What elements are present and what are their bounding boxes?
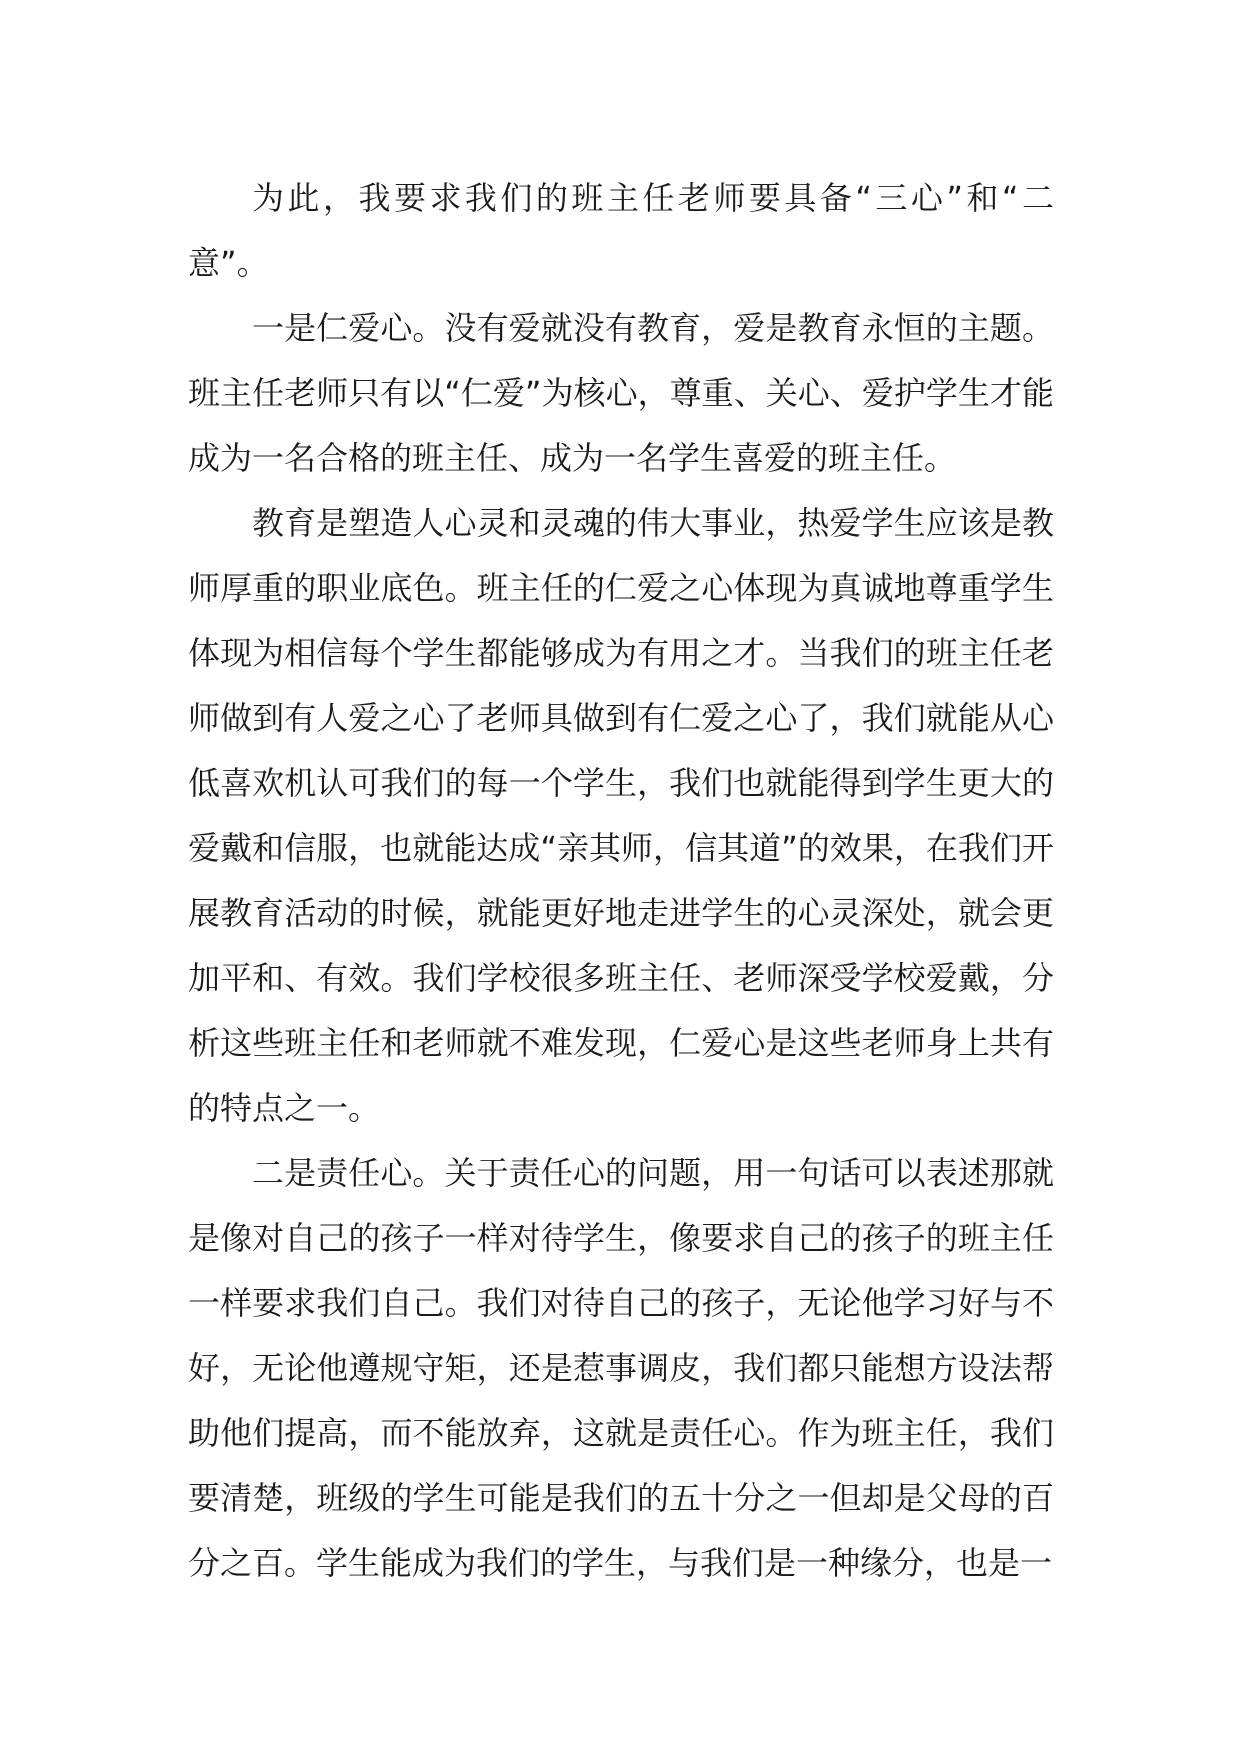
- paragraph-intro: 为此，我要求我们的班主任老师要具备“三心”和“二意”。: [188, 179, 1054, 282]
- document-body: [188, 166, 1054, 1596]
- paragraph-education: 教育是塑造人心灵和灵魂的伟大事业，热爱学生应该是教师厚重的职业底色。班主任的仁爱之心体现为真诚地尊重学生体现为相信每个学生都能够成为有用之才。当我们的班主任老师做到有人爱之心了老师具做到有仁爱之心了，我们就能从心低喜欢机认可我们的每一个学生，我们也就能得到学生更大的爱戴和信服，也就能达成“亲其师，信其道”的效果，在我们开展教育活动的时候，就能更好地走进学生的心灵深处，就会更加平和、有效。我们学校很多班主任、老师深受学校爱戴，分析这些班主任和老师就不难发现，仁爱心是这些老师身上共有的特点之一。: [188, 504, 1054, 1127]
- paragraph-responsibility: 二是责任心。关于责任心的问题，用一句话可以表述那就是像对自己的孩子一样对待学生，像要求自己的孩子的班主任一样要求我们自己。我们对待自己的孩子，无论他学习好与不好，无论他遵规守矩，还是惹事调皮，我们都只能想方设法帮助他们提高，而不能放弃，这就是责任心。作为班主任，我们要清楚，班级的学生可能是我们的五十分之一但却是父母的百分之百。学生能成为我们的学生，与我们是一种缘分，也是一: [188, 1154, 1054, 1582]
- paragraph-benevolence: 一是仁爱心。没有爱就没有教育，爱是教育永恒的主题。班主任老师只有以“仁爱”为核心，尊重、关心、爱护学生才能成为一名合格的班主任、成为一名学生喜爱的班主任。: [188, 309, 1054, 477]
